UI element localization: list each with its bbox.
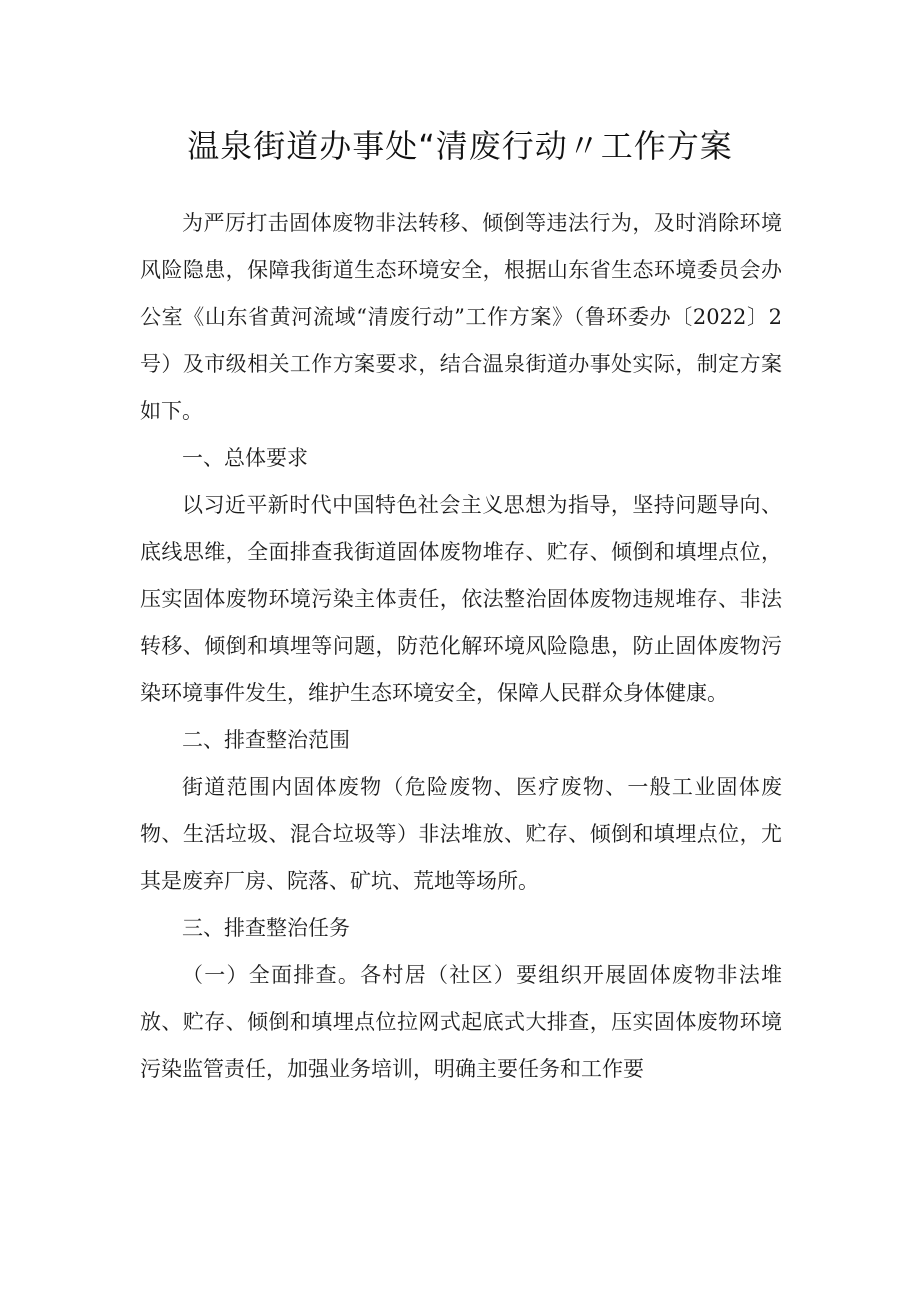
general-requirements-paragraph: 以习近平新时代中国特色社会主义思想为指导，坚持问题导向、底线思维，全面排查我街道固体废物堆存、贮存、倾倒和填埋点位，压实固体废物环境污染主体责任，依法整治固体废物违规堆存、非法转移、倾倒和填埋等问题，防范化解环境风险隐患，防止固体废物污染环境事件发生，维护生态环境安全，保障人民群众身体健康。 [140,493,782,705]
document-title: 温泉街道办事处“清废行动〃工作方案 [187,127,733,165]
document-body [140,200,782,1093]
intro-paragraph: 为严厉打击固体废物非法转移、倾倒等违法行为，及时消除环境风险隐患，保障我街道生态环境安全，根据山东省生态环境委员会办公室《山东省黄河流域“清废行动”工作方案》（鲁环委办〔2022〕2号）及市级相关工作方案要求，结合温泉街道办事处实际，制定方案如下。 [140,211,782,423]
tasks-paragraph: （一）全面排查。各村居（社区）要组织开展固体废物非法堆放、贮存、倾倒和填埋点位拉网式起底式大排查，压实固体废物环境污染监管责任，加强业务培训，明确主要任务和工作要 [140,963,782,1081]
section-heading-scope: 二、排查整治范围 [182,728,350,752]
section-heading-tasks: 三、排查整治任务 [182,916,350,940]
scope-paragraph: 街道范围内固体废物（危险废物、医疗废物、一般工业固体废物、生活垃圾、混合垃圾等）非法堆放、贮存、倾倒和填埋点位，尤其是废弃厂房、院落、矿坑、荒地等场所。 [140,775,782,893]
section-heading-general-requirements: 一、总体要求 [182,446,308,470]
